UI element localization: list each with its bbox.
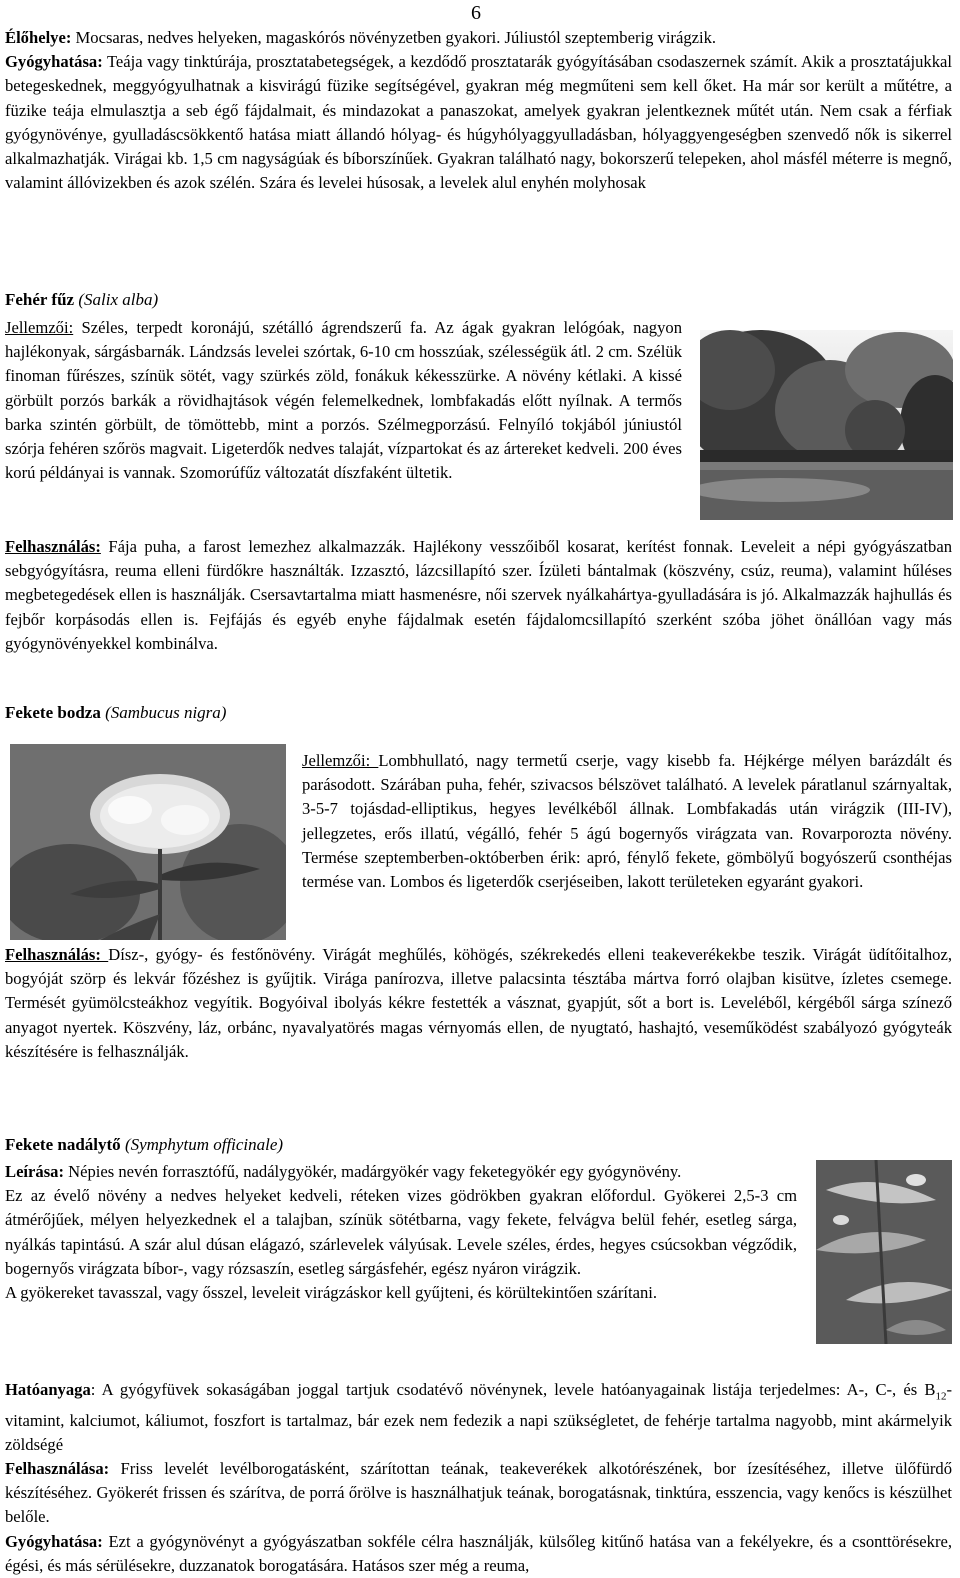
- sambucus-latin: (Sambucus nigra): [105, 703, 227, 722]
- symphytum-active-sub: 12: [935, 1390, 947, 1403]
- symphytum-effect-label: Gyógyhatása:: [5, 1531, 103, 1551]
- salix-title: Fehér fűz: [5, 290, 75, 309]
- symphytum-desc-text: Népies nevén forrasztófű, nadálygyökér, madárgyökér vagy feketegyökér egy gyógynövény.: [64, 1162, 682, 1181]
- sambucus-usage: [5, 943, 952, 1064]
- effect-paragraph: [5, 50, 952, 195]
- salix-usage: [5, 535, 952, 656]
- symphytum-title: Fekete nadálytő: [5, 1135, 121, 1154]
- symphytum-latin: (Symphytum officinale): [124, 1135, 284, 1154]
- willow-photo: [700, 330, 953, 520]
- symphytum-active-text-a: : A gyógyfüvek sokaságában joggal tartjuk csodatévő növénynek, levele hatóanyagainak listája terjedelmes: A-, C-, és B: [90, 1380, 936, 1399]
- fuzike-section: [5, 26, 952, 195]
- symphytum-details: [5, 1378, 952, 1578]
- sambucus-char-text: Lombhullató, nagy termetű cserje, vagy kisebb fa. Héjkérge mélyen barázdált és parásodott. Szárában puha, fehér, szivacsos bélszövet található. A levelek páratlanul szárnyaltak, 3-5-7 tojásdad-elliptikus, hegyes levélkéből állnak. Lombfakadás után virágzik (III-IV), jellegzetes, erős illatú, végálló, fehér 5 ágú bogernyős virágzata van. Rovarporozta növény. Termése szeptemberben-októberben érik: apró, fénylő fekete, gömbölyű bogyószerű csonthéjas termése van. Lombos és ligeterdők cserjéseiben, lakott területeken egyaránt gyakori.: [302, 751, 952, 892]
- effect-text: Teája vagy tinktúrája, prosztatabetegségek, a kezdődő prosztatarák gyógyításában csodaszernek számít. Akik a prosztatájukkal betegeskednek, meggyógyulhatnak a kisvirágú füzike segítségével, gyakran még megműteni sem kell őket. Ha már sor került a műtétre, a füzike teája elmulasztja a seb égő fájdalmait, és mindazokat a panaszokat, amelyek gyakran jelentkeznek műtét után. Nem csak a férfiak gyógynövénye, gyulladáscsökkentő hatása miatt állandó hólyag- és húgyhólyaggyulladásban, hólyaggyengeségben szenvedő nők is sikerrel alkalmazhatják. Virágai kb. 1,5 cm nagyságúak és bíborszínűek. Gyakran található nagy, bokorszerű telepeken, ahol másfél méterre is megnő, valamint állóvizekben és azok szélén. Szára és levelei húsosak, a levelek alul enyhén molyhosak: [5, 52, 952, 193]
- symphytum-desc-label: Leírása:: [5, 1162, 64, 1181]
- effect-label: Gyógyhatása:: [5, 52, 103, 72]
- sambucus-characteristics: [302, 749, 952, 894]
- symphytum-active-text-b: -vitamint, kalciumot, káliumot, foszfort is tartalmaz, bár ezek nem fedezik a napi szükségletet, de fehérje tartalma nagyobb, mint akármelyik zöldségé: [5, 1380, 952, 1454]
- page-number: 6: [471, 2, 481, 24]
- salix-use-label: Felhasználás:: [5, 537, 101, 556]
- symphytum-para1: Ez az évelő növény a nedves helyeket kedveli, réteken vizes gödrökben gyakran előfordul. Gyökerei 2,5-3 cm átmérőjűek, mélyen helyezkednek el a talajban, színük sötétbarna, vagy fekete, felvágva belül fehér, esetleg sárga, nyálkás tapintású. A szár alul dúsan elágazó, szárlevelek vályúsak. Levele széles, érdes, hegyes csúcsokban végződik, bogernyős virágzata bíbor-, vagy rózsaszín, esetleg sárgásfehér, egész nyáron virágzik.: [5, 1186, 797, 1278]
- comfrey-photo: [816, 1160, 952, 1344]
- salix-char-label: Jellemzői:: [5, 318, 74, 337]
- symphytum-effect-text: Ezt a gyógynövényt a gyógyászatban sokféle célra használják, külsőleg kitűnő hatása van a fekélyekre, és a csonttörésekre, égési, és más sérülésekre, duzzanatok borogatására. Hatásos szer még a reuma,: [5, 1531, 952, 1575]
- salix-heading: [5, 290, 158, 310]
- sambucus-use-label: Felhasználás:: [5, 945, 109, 964]
- salix-characteristics: [5, 316, 682, 485]
- elder-photo: [10, 744, 286, 940]
- sambucus-use-text: Dísz-, gyógy- és festőnövény. Virágát meghűlés, köhögés, székrekedés elleni teakeverékekbe teszik. Virágát üdítőitalhoz, bogyóját szörp és lekvár főzéshez is gyűjtik. Virága panírozva, illetve palacsinta tésztába mártva forró olajban kisütve, ízletes csemege. Termését gyümölcsteákhoz vegyítik. Bogyóival ibolyás kékre festették a vásznat, gyapjút, sőt a bort is. Leveléből, kérgéből sárga színező anyagot nyertek. Köszvény, láz, orbánc, nyavalyatörés magas vérnyomás ellen, de nyugtató, hashajtó, veseműködést szabályozó gyógyteák készítésére is felhasználják.: [5, 945, 952, 1061]
- sambucus-title: Fekete bodza: [5, 703, 101, 722]
- sambucus-heading: [5, 703, 226, 723]
- symphytum-use-text: Friss levelét levélborogatásként, szárítottan teának, teakeverékek alkotórészének, bor ízesítéséhez, illetve ülőfürdő készítéséhez. Gyökerét frissen és szárítva, de porrá őrölve is használhatjuk teának, borogatásnak, tinktúra, esszencia, vagy kenőcs is készülhet belőle.: [5, 1458, 952, 1527]
- habitat-paragraph: [5, 26, 952, 50]
- symphytum-active-label: Hatóanyaga: [5, 1380, 91, 1399]
- salix-char-text: Széles, terpedt koronájú, szétálló ágrendszerű fa. Az ágak gyakran lelógóak, nagyon hajlékonyak, sárgásbarnák. Lándzsás levelei szórtak, 6-10 cm hosszúak, szélességük átl. 2 cm. Szélük finoman fűrészes, színük sötét, vagy szürkés zöld, fonákuk kékesszürke. A növény kétlaki. A kissé görbült porzós barkák a rövidhajtások végén felemelkednek, lombfakadás előtt nyílnak. A termős barka szintén görbült, de tömöttebb, mint a porzós. Szélmegporzású. Felnyíló tokjából júniustól szórja fehéren szőrös magvait. Ligeterdők nedves talaját, vízpartokat és az ártereket kedveli. 200 éves korú példányai is vannak. Szomorúfűz változatát díszfaként ültetik.: [5, 318, 682, 483]
- symphytum-para2: A gyökereket tavasszal, vagy ősszel, leveleit virágzáskor kell gyűjteni, és körültekintően szárítani.: [5, 1283, 658, 1303]
- habitat-label: Élőhelye:: [5, 28, 72, 47]
- sambucus-char-label: Jellemzői:: [302, 751, 379, 770]
- symphytum-heading: [5, 1135, 283, 1155]
- salix-use-text: Fája puha, a farost lemezhez alkalmazzák. Hajlékony vesszőiből kosarat, kerítést fonnak. Leveleit a népi gyógyászatban sebgyógyításra, reuma elleni fürdőkre használták. Izzasztó, lázcsillapító szer. Ízületi bántalmak (köszvény, csúz, reuma), valamint hűléses megbetegedések ellen is használják. Csersavtartalma miatt hasmenésre, női szervek nyálkahártya-gyulladására is jó. Alkalmazzák hajhullás és fejbőr korpásodás ellen is. Fejfájás és egyéb enyhe fájdalmak esetén fájdalomcsillapító szerként szóba jöhet önállóan vagy más gyógynövényekkel kombinálva.: [5, 537, 952, 653]
- habitat-text: Mocsaras, nedves helyeken, magaskórós növényzetben gyakori. Júliustól szeptemberig virágzik.: [71, 28, 717, 47]
- symphytum-use-label: Felhasználása:: [5, 1458, 110, 1478]
- salix-latin: (Salix alba): [78, 290, 159, 309]
- symphytum-intro: [5, 1160, 797, 1305]
